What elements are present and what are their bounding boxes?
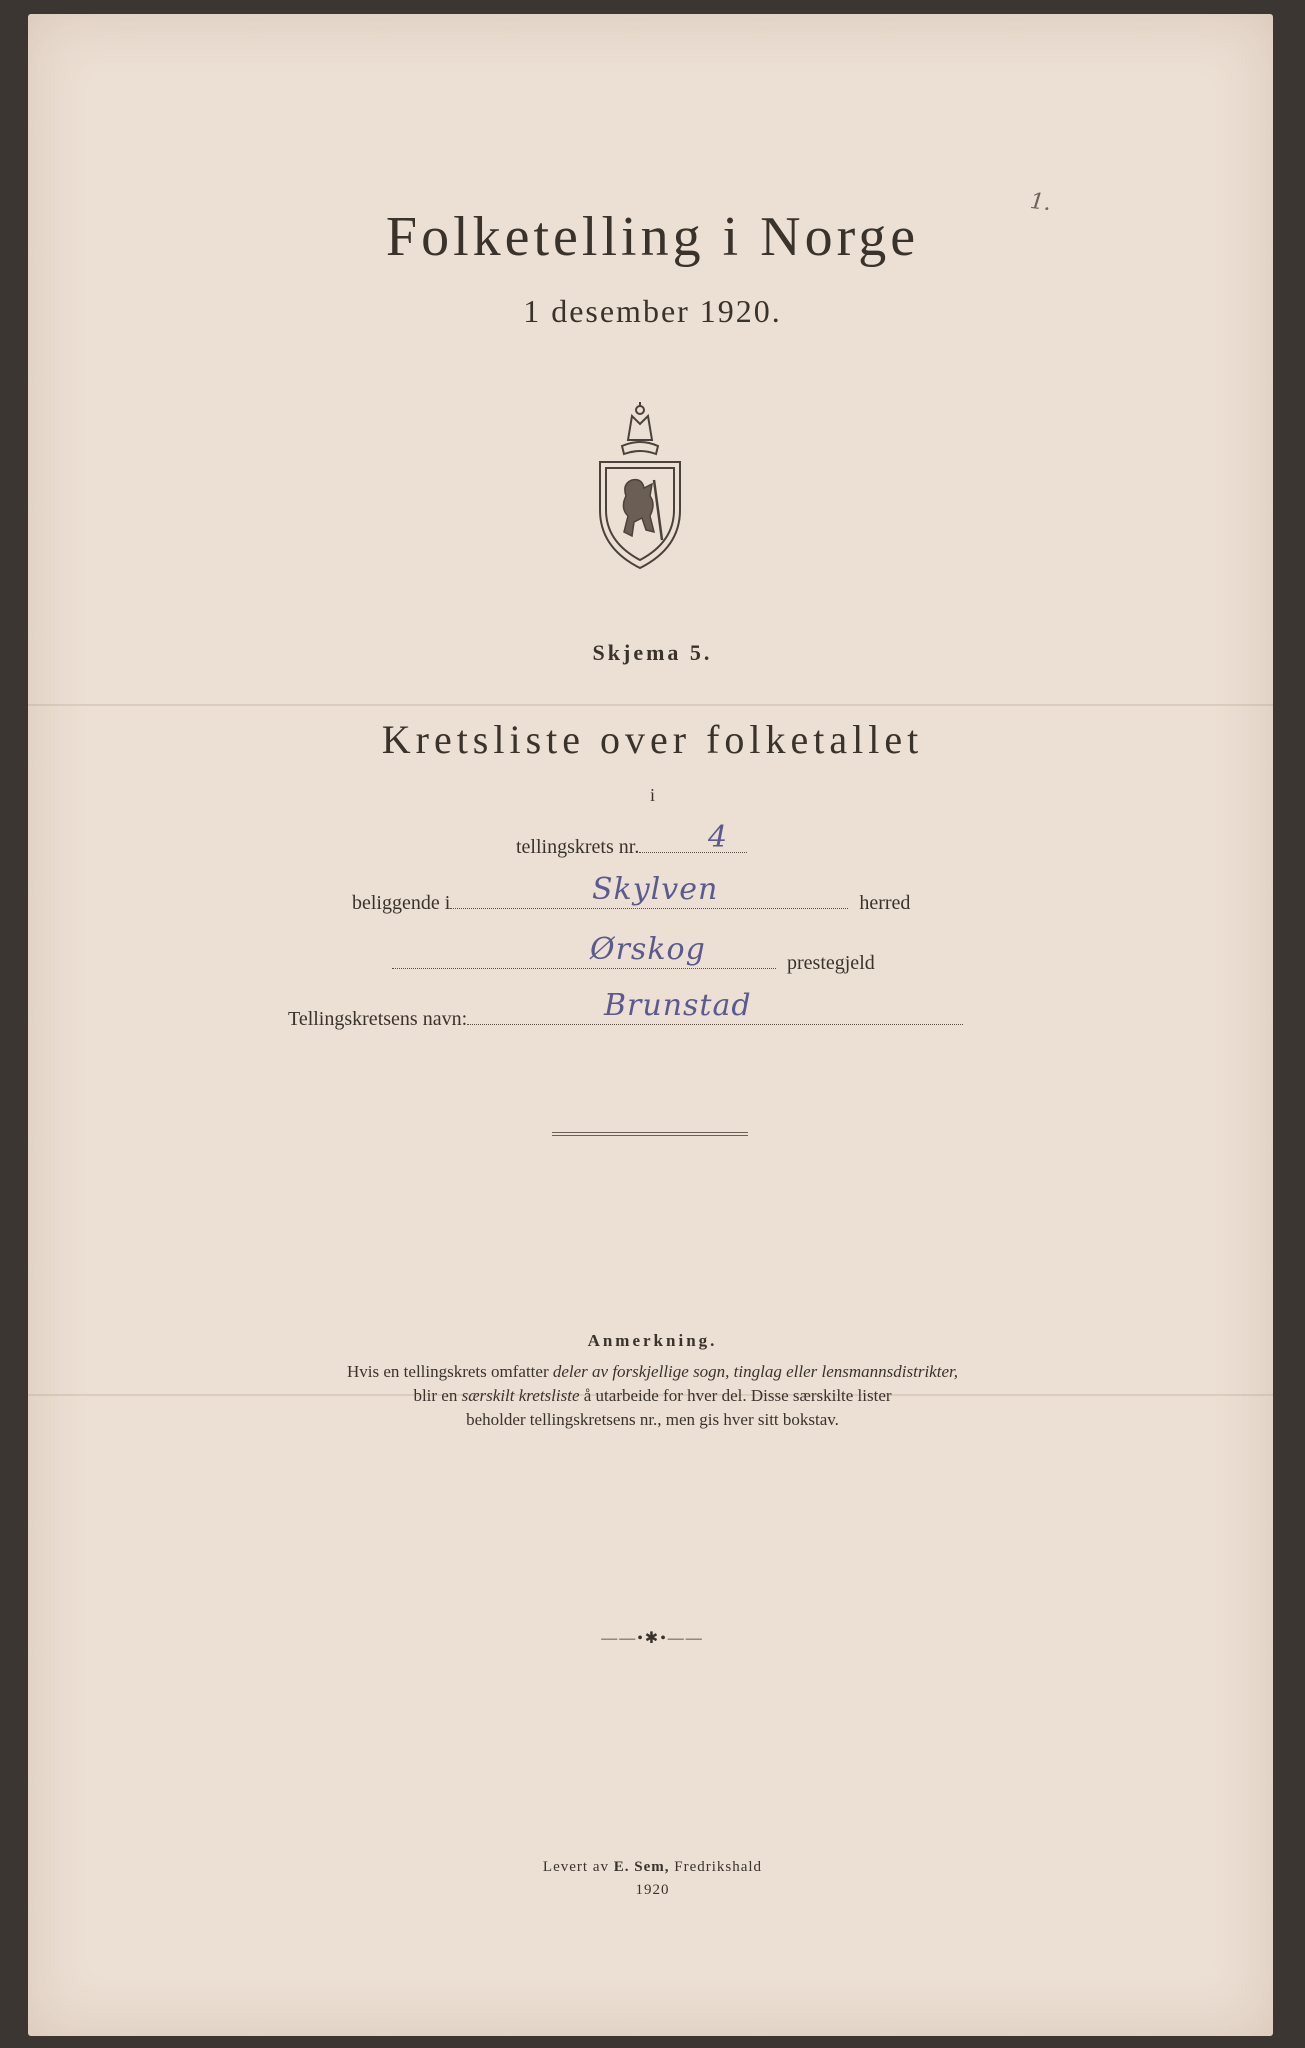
handwritten-district-name: Brunstad	[604, 988, 752, 1023]
form-number: Skjema 5.	[592, 640, 713, 665]
field-line	[392, 950, 776, 969]
divider	[552, 1132, 748, 1136]
field-suffix: prestegjeld	[787, 952, 875, 974]
handwritten-district-number: 4	[708, 820, 729, 855]
field-label: Tellingskretsens navn:	[288, 1008, 468, 1030]
fold-line	[28, 704, 1273, 706]
pencil-mark: 1.	[1028, 188, 1053, 217]
norwegian-coat-of-arms-icon	[592, 400, 688, 570]
note-text: Hvis en tellingskrets omfatter deler av forskjellige sogn, tinglag eller lensmannsdistrikter, blir en særskilt kretsliste å utarbeide for hver del. Disse særskilte lister beholder tellingskretsens nr., men gis hver sitt bokstav.	[347, 1362, 958, 1429]
document-title: Folketelling i Norge	[385, 206, 920, 268]
form-heading: Kretsliste over folketallet	[381, 717, 924, 762]
handwritten-parish: Ørskog	[590, 932, 706, 967]
printer-imprint: Levert av E. Sem, Fredrikshald 1920	[542, 1859, 763, 1898]
field-suffix: herred	[859, 892, 911, 914]
form-heading-preposition: i	[649, 785, 655, 805]
field-label: beliggende i	[352, 892, 451, 914]
handwritten-municipality: Skylven	[592, 872, 719, 907]
note-title: Anmerkning.	[587, 1331, 718, 1350]
field-line	[639, 834, 747, 853]
field-label: tellingskrets nr.	[516, 836, 640, 858]
ornament: ——•✱•——	[601, 1630, 704, 1647]
document-date: 1 desember 1920.	[523, 293, 782, 329]
